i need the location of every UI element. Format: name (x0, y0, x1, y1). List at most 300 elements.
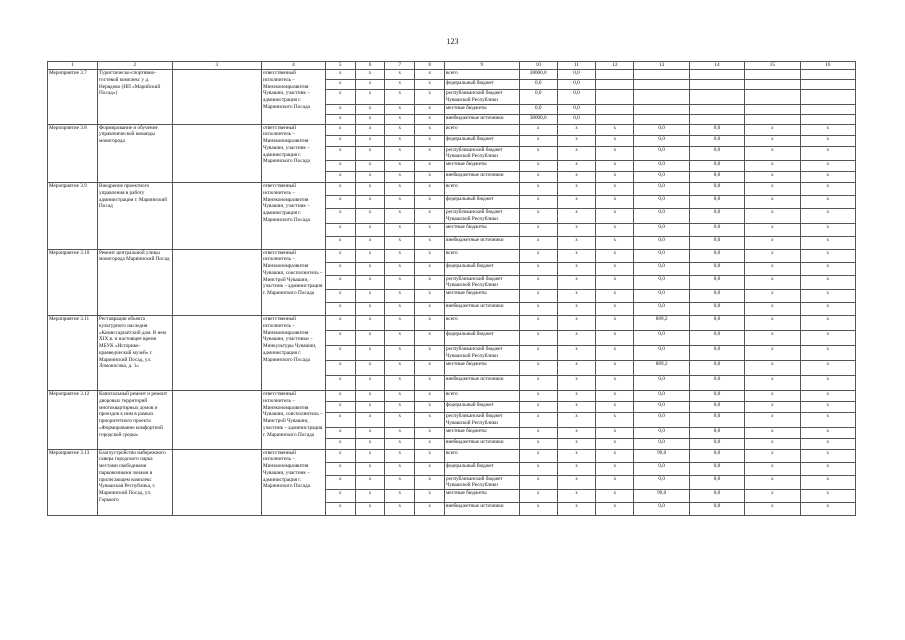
column-number: 9 (445, 62, 520, 70)
mark-cell: x (385, 146, 415, 161)
mark-cell: x (385, 223, 415, 236)
value-cell (689, 70, 744, 80)
value-cell: x (745, 236, 800, 249)
value-cell: x (596, 172, 634, 183)
value-cell: x (519, 413, 557, 428)
mark-cell: x (355, 80, 385, 90)
value-cell: x (519, 427, 557, 438)
group-title: Капитальный ремонт и ремонт дворовых территорий многоквартирных домов и проездов к ним в рамках приоритетного проекта «Формирование комфортной городской среды» (98, 391, 173, 450)
value-cell: x (800, 376, 856, 391)
mark-cell: x (415, 70, 445, 80)
group-title: Внедрение проектного управления в работу администрации г. Мариинский Посад (98, 183, 173, 250)
value-cell: 0,0 (557, 70, 595, 80)
funding-source: местные бюджеты (445, 490, 520, 503)
value-cell: x (519, 172, 557, 183)
funding-source: внебюджетные источники (445, 376, 520, 391)
value-cell (745, 104, 800, 114)
group-executor: ответственный исполнитель – Минэкономразвития Чувашии, соисполнитель – Минстрой Чувашии, участник – администрация г. Мариинского Посада (261, 249, 325, 316)
funding-source: федеральный бюджет (445, 80, 520, 90)
mark-cell: x (415, 462, 445, 475)
group-executor: ответственный исполнитель – Минэкономразвития Чувашии, участник – администрация г. Мариинского Посада (261, 124, 325, 183)
value-cell: x (800, 135, 856, 146)
mark-cell: x (385, 183, 415, 196)
mark-cell: x (385, 490, 415, 503)
group-code: Мероприятие 3.13 (48, 449, 98, 516)
value-cell: x (596, 361, 634, 376)
value-cell: 0,0 (634, 427, 689, 438)
funding-source: местные бюджеты (445, 361, 520, 376)
mark-cell: x (325, 70, 355, 80)
column-number: 13 (634, 62, 689, 70)
value-cell (634, 80, 689, 90)
table-row (48, 70, 856, 80)
mark-cell: x (385, 275, 415, 290)
mark-cell: x (415, 475, 445, 490)
mark-cell: x (415, 290, 445, 303)
value-cell: x (519, 503, 557, 516)
funding-source: республиканский бюджет Чувашской Республики (445, 413, 520, 428)
value-cell: x (519, 475, 557, 490)
value-cell: x (800, 316, 856, 331)
value-cell (596, 70, 634, 80)
value-cell: x (745, 223, 800, 236)
value-cell: x (800, 290, 856, 303)
mark-cell: x (355, 124, 385, 135)
value-cell: 0,0 (689, 275, 744, 290)
value-cell: 0,0 (634, 438, 689, 449)
column-number: 8 (415, 62, 445, 70)
value-cell: x (557, 135, 595, 146)
mark-cell: x (415, 236, 445, 249)
mark-cell: x (355, 290, 385, 303)
value-cell: 0,0 (689, 196, 744, 209)
funding-source: федеральный бюджет (445, 196, 520, 209)
value-cell: x (745, 172, 800, 183)
mark-cell: x (415, 183, 445, 196)
mark-cell: x (355, 361, 385, 376)
value-cell: 0,0 (689, 209, 744, 224)
mark-cell: x (325, 490, 355, 503)
value-cell: x (800, 427, 856, 438)
value-cell (689, 104, 744, 114)
column-number: 10 (519, 62, 557, 70)
mark-cell: x (355, 462, 385, 475)
value-cell: 0,0 (689, 316, 744, 331)
value-cell: x (800, 346, 856, 361)
value-cell: x (596, 303, 634, 316)
table-row (48, 449, 856, 462)
column-number: 3 (172, 62, 261, 70)
value-cell: 0,0 (634, 275, 689, 290)
mark-cell: x (355, 262, 385, 275)
value-cell: 0,0 (689, 427, 744, 438)
mark-cell: x (385, 438, 415, 449)
mark-cell: x (355, 114, 385, 124)
value-cell: x (519, 331, 557, 346)
mark-cell: x (415, 346, 445, 361)
value-cell: x (745, 346, 800, 361)
value-cell (596, 90, 634, 105)
mark-cell: x (415, 361, 445, 376)
blank-cell (172, 391, 261, 450)
funding-source: внебюджетные источники (445, 438, 520, 449)
value-cell: x (596, 475, 634, 490)
value-cell: x (596, 376, 634, 391)
value-cell: x (519, 303, 557, 316)
value-cell: x (519, 449, 557, 462)
value-cell: x (596, 346, 634, 361)
group-title: Благоустройство набережного сквера городского парка местами свободными парковочными зонами в прилегающем комплекс Чувашская Республика, г. Мариинский Посад, ул. Горького (98, 449, 173, 516)
funding-source: местные бюджеты (445, 161, 520, 172)
value-cell: x (557, 503, 595, 516)
mark-cell: x (325, 376, 355, 391)
group-title: Туристическо-спортивно-гостевой комплекс у д. Нерядово (НП «Марийский Посад») (98, 70, 173, 125)
mark-cell: x (415, 413, 445, 428)
mark-cell: x (325, 413, 355, 428)
value-cell: x (557, 275, 595, 290)
table-row (48, 124, 856, 135)
mark-cell: x (325, 427, 355, 438)
funding-source: местные бюджеты (445, 223, 520, 236)
mark-cell: x (325, 236, 355, 249)
blank-cell (172, 249, 261, 316)
value-cell: x (557, 413, 595, 428)
mark-cell: x (355, 490, 385, 503)
value-cell: x (557, 462, 595, 475)
value-cell: x (557, 290, 595, 303)
value-cell: x (596, 209, 634, 224)
value-cell: 0,0 (689, 475, 744, 490)
funding-source: местные бюджеты (445, 427, 520, 438)
mark-cell: x (355, 135, 385, 146)
funding-source: республиканский бюджет Чувашской Республики (445, 146, 520, 161)
funding-source: всего (445, 316, 520, 331)
value-cell: 0,0 (634, 402, 689, 413)
value-cell: x (745, 376, 800, 391)
value-cell: x (557, 402, 595, 413)
group-code: Мероприятие 3.11 (48, 316, 98, 391)
value-cell: 0,0 (634, 183, 689, 196)
value-cell: x (557, 449, 595, 462)
mark-cell: x (355, 402, 385, 413)
value-cell: x (745, 413, 800, 428)
value-cell: x (596, 249, 634, 262)
value-cell: 0,0 (689, 361, 744, 376)
group-code: Мероприятие 3.10 (48, 249, 98, 316)
value-cell: x (745, 402, 800, 413)
value-cell: x (745, 146, 800, 161)
mark-cell: x (325, 475, 355, 490)
funding-source: всего (445, 124, 520, 135)
value-cell: 0,0 (557, 80, 595, 90)
value-cell: x (800, 490, 856, 503)
mark-cell: x (385, 172, 415, 183)
value-cell: 0,0 (634, 503, 689, 516)
funding-source: республиканский бюджет Чувашской Республики (445, 90, 520, 105)
value-cell: x (745, 183, 800, 196)
value-cell: 0,0 (689, 124, 744, 135)
value-cell: x (800, 475, 856, 490)
funding-source: всего (445, 183, 520, 196)
value-cell: x (596, 449, 634, 462)
value-cell: 0,0 (634, 331, 689, 346)
value-cell: x (596, 124, 634, 135)
group-executor: ответственный исполнитель – Минэкономразвития Чувашии, участник – администрация г. Мариинского Посада (261, 70, 325, 125)
mark-cell: x (385, 124, 415, 135)
mark-cell: x (355, 449, 385, 462)
value-cell (596, 114, 634, 124)
value-cell: 0,0 (689, 331, 744, 346)
value-cell: x (800, 262, 856, 275)
column-number: 5 (325, 62, 355, 70)
value-cell: 0,0 (634, 161, 689, 172)
mark-cell: x (415, 391, 445, 402)
mark-cell: x (325, 303, 355, 316)
mark-cell: x (325, 209, 355, 224)
value-cell: x (596, 391, 634, 402)
mark-cell: x (355, 196, 385, 209)
mark-cell: x (355, 70, 385, 80)
value-cell: x (745, 427, 800, 438)
mark-cell: x (385, 449, 415, 462)
mark-cell: x (325, 161, 355, 172)
value-cell: 0,0 (634, 223, 689, 236)
value-cell: 0,0 (634, 391, 689, 402)
value-cell: x (800, 223, 856, 236)
value-cell: 0,0 (634, 209, 689, 224)
column-number-row (48, 62, 856, 70)
value-cell (634, 104, 689, 114)
value-cell: x (745, 316, 800, 331)
funding-source: всего (445, 249, 520, 262)
funding-source: федеральный бюджет (445, 262, 520, 275)
mark-cell: x (415, 90, 445, 105)
mark-cell: x (385, 196, 415, 209)
mark-cell: x (385, 290, 415, 303)
value-cell: 0,0 (689, 135, 744, 146)
value-cell: x (745, 462, 800, 475)
value-cell: x (596, 490, 634, 503)
value-cell: x (800, 209, 856, 224)
mark-cell: x (355, 146, 385, 161)
value-cell: 0,0 (634, 172, 689, 183)
mark-cell: x (415, 331, 445, 346)
mark-cell: x (325, 290, 355, 303)
mark-cell: x (325, 449, 355, 462)
mark-cell: x (415, 114, 445, 124)
value-cell: x (800, 413, 856, 428)
value-cell: x (557, 223, 595, 236)
funding-source: внебюджетные источники (445, 503, 520, 516)
mark-cell: x (385, 236, 415, 249)
value-cell: 0,0 (689, 223, 744, 236)
value-cell: x (596, 236, 634, 249)
value-cell: 0,0 (634, 346, 689, 361)
value-cell: 0,0 (557, 104, 595, 114)
mark-cell: x (415, 80, 445, 90)
mark-cell: x (355, 236, 385, 249)
mark-cell: x (325, 275, 355, 290)
value-cell: 0,0 (689, 146, 744, 161)
value-cell: x (596, 413, 634, 428)
funding-source: республиканский бюджет Чувашской Республики (445, 475, 520, 490)
value-cell: 38000,0 (519, 70, 557, 80)
mark-cell: x (385, 346, 415, 361)
value-cell: 0,0 (689, 413, 744, 428)
value-cell: x (800, 449, 856, 462)
funding-source: местные бюджеты (445, 104, 520, 114)
value-cell: x (745, 135, 800, 146)
value-cell: 0,0 (634, 135, 689, 146)
mark-cell: x (325, 262, 355, 275)
value-cell: x (745, 331, 800, 346)
value-cell: x (596, 275, 634, 290)
value-cell (800, 114, 856, 124)
funding-source: федеральный бюджет (445, 462, 520, 475)
mark-cell: x (325, 183, 355, 196)
mark-cell: x (325, 402, 355, 413)
value-cell: 0,0 (557, 114, 595, 124)
value-cell: 0,0 (689, 303, 744, 316)
value-cell: x (800, 146, 856, 161)
value-cell: x (745, 275, 800, 290)
value-cell: x (519, 124, 557, 135)
value-cell: x (557, 361, 595, 376)
value-cell: x (519, 490, 557, 503)
mark-cell: x (415, 376, 445, 391)
mark-cell: x (385, 427, 415, 438)
mark-cell: x (385, 391, 415, 402)
table-row (48, 391, 856, 402)
value-cell: 0,0 (519, 80, 557, 90)
group-executor: ответственный исполнитель – Минэкономразвития Чувашии, соисполнитель – Минстрой Чувашии, участник – администрация г. Мариинского Посада (261, 391, 325, 450)
value-cell: x (596, 503, 634, 516)
value-cell: x (519, 223, 557, 236)
value-cell: 0,0 (689, 262, 744, 275)
budget-table (47, 61, 856, 516)
blank-cell (172, 70, 261, 125)
value-cell: 0,0 (634, 413, 689, 428)
mark-cell: x (325, 80, 355, 90)
value-cell: x (519, 361, 557, 376)
mark-cell: x (385, 80, 415, 90)
mark-cell: x (355, 331, 385, 346)
value-cell: 0,0 (689, 462, 744, 475)
mark-cell: x (355, 183, 385, 196)
value-cell: x (519, 161, 557, 172)
column-number: 6 (355, 62, 385, 70)
value-cell: x (800, 124, 856, 135)
value-cell: x (745, 303, 800, 316)
value-cell: x (800, 391, 856, 402)
value-cell: x (596, 427, 634, 438)
value-cell: x (557, 161, 595, 172)
mark-cell: x (385, 135, 415, 146)
value-cell (745, 90, 800, 105)
funding-source: всего (445, 70, 520, 80)
value-cell: x (800, 196, 856, 209)
mark-cell: x (385, 161, 415, 172)
value-cell: x (745, 503, 800, 516)
value-cell: x (596, 438, 634, 449)
value-cell (745, 114, 800, 124)
mark-cell: x (355, 275, 385, 290)
value-cell: x (800, 183, 856, 196)
value-cell: 0,0 (689, 183, 744, 196)
value-cell: x (519, 262, 557, 275)
value-cell: x (557, 172, 595, 183)
value-cell: x (519, 391, 557, 402)
mark-cell: x (385, 413, 415, 428)
value-cell: 0,0 (689, 290, 744, 303)
mark-cell: x (385, 303, 415, 316)
value-cell: x (745, 209, 800, 224)
value-cell: x (745, 361, 800, 376)
value-cell (689, 114, 744, 124)
value-cell: 0,0 (634, 236, 689, 249)
value-cell: 0,0 (689, 236, 744, 249)
value-cell: x (745, 475, 800, 490)
value-cell: x (800, 161, 856, 172)
value-cell: x (557, 196, 595, 209)
funding-source: внебюджетные источники (445, 303, 520, 316)
mark-cell: x (325, 223, 355, 236)
funding-source: федеральный бюджет (445, 331, 520, 346)
mark-cell: x (355, 438, 385, 449)
value-cell: x (557, 438, 595, 449)
funding-source: федеральный бюджет (445, 135, 520, 146)
funding-source: внебюджетные источники (445, 172, 520, 183)
value-cell: x (519, 275, 557, 290)
mark-cell: x (415, 172, 445, 183)
blank-cell (172, 316, 261, 391)
value-cell: 0,0 (634, 124, 689, 135)
value-cell (634, 114, 689, 124)
mark-cell: x (355, 223, 385, 236)
value-cell: x (800, 462, 856, 475)
table-row (48, 249, 856, 262)
value-cell: x (800, 331, 856, 346)
value-cell: 0,0 (689, 161, 744, 172)
value-cell: 0,0 (634, 290, 689, 303)
mark-cell: x (355, 346, 385, 361)
mark-cell: x (325, 361, 355, 376)
value-cell: x (745, 438, 800, 449)
value-cell: x (557, 209, 595, 224)
mark-cell: x (325, 90, 355, 105)
value-cell: x (800, 172, 856, 183)
group-executor: ответственный исполнитель – Минэкономразвития Чувашии, участник – администрация г. Мариинского Посада (261, 449, 325, 516)
mark-cell: x (355, 249, 385, 262)
value-cell: 0,0 (689, 346, 744, 361)
column-number: 14 (689, 62, 744, 70)
value-cell: 0,0 (689, 172, 744, 183)
value-cell: x (745, 161, 800, 172)
blank-cell (172, 183, 261, 250)
value-cell: x (596, 161, 634, 172)
value-cell: x (596, 146, 634, 161)
value-cell: 0,0 (689, 449, 744, 462)
value-cell: x (745, 391, 800, 402)
value-cell: 0,0 (689, 376, 744, 391)
value-cell: 0,0 (634, 262, 689, 275)
value-cell: 0,0 (634, 475, 689, 490)
value-cell: 0,0 (689, 490, 744, 503)
mark-cell: x (325, 346, 355, 361)
value-cell: x (596, 290, 634, 303)
mark-cell: x (415, 303, 445, 316)
mark-cell: x (415, 135, 445, 146)
